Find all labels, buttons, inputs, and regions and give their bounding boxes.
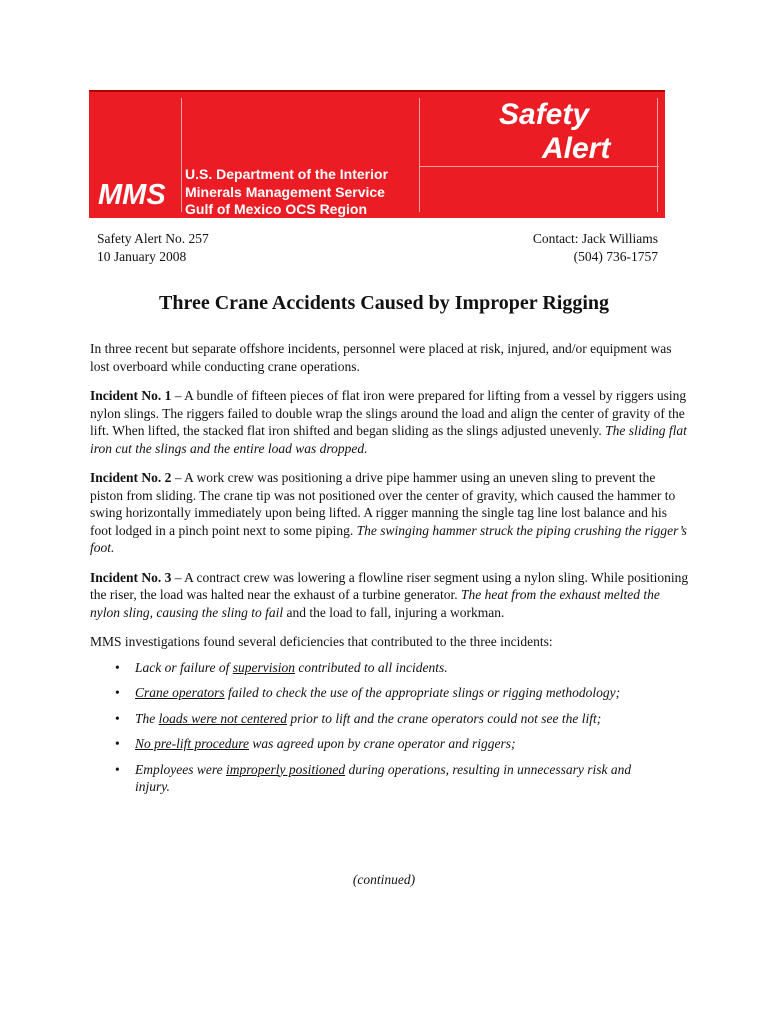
alert-heading-line1: Safety: [499, 98, 590, 131]
list-item: [90, 659, 663, 677]
incident-dash: –: [171, 388, 185, 403]
incident-emphasis: The sliding flat iron cut the slings and the entire load was dropped.: [90, 423, 687, 456]
contact-phone: (504) 736-1757: [573, 249, 658, 264]
department-block: [185, 166, 388, 219]
list-item: [90, 684, 663, 702]
intro-paragraph: In three recent but separate offshore incidents, personnel were placed at risk, injured, and/or equipment was lost overboard while conducting crane operations.: [90, 341, 672, 374]
banner-divider: [419, 98, 420, 212]
bullet-pre: Lack or failure of: [135, 659, 233, 675]
dept-line: U.S. Department of the Interior: [185, 166, 389, 182]
list-item: [90, 735, 663, 753]
incident-label: Incident No. 1: [90, 388, 172, 403]
contact-name: Contact: Jack Williams: [532, 231, 658, 246]
dept-line: Minerals Management Service: [185, 183, 385, 200]
bullet-underline: supervision: [232, 659, 295, 675]
document-body: [90, 340, 690, 804]
bullet-post: failed to check the use of the appropriate slings or rigging methodology;: [224, 685, 621, 700]
bullet-underline: Crane operators: [135, 685, 225, 700]
incident-paragraph: [90, 569, 690, 622]
bullet-underline: No pre-lift procedure: [135, 736, 249, 751]
incident-text: A bundle of fifteen pieces of flat iron were prepared for lifting from a vessel by riggers using nylon slings. The riggers failed to double wrap the slings around the load and align the center of gravity of the lift. When lifted, the stacked flat iron shifted and began sliding as the slings adjusted unevenly.: [90, 388, 687, 438]
safety-alert-banner: [89, 90, 665, 218]
bullet-post: was agreed upon by crane operator and riggers;: [248, 736, 516, 751]
incident-paragraph: [90, 387, 690, 457]
bullet-underline: loads were not centered: [158, 710, 287, 726]
bullet-pre: Employees were: [135, 761, 226, 777]
alert-meta-left: [97, 230, 209, 266]
incident-dash: –: [171, 569, 185, 585]
bullet-post: prior to lift and the crane operators could not see the lift;: [286, 710, 602, 726]
alert-heading-line2: Alert: [542, 132, 611, 165]
dept-line: Gulf of Mexico OCS Region: [185, 201, 368, 217]
bullet-icon: •: [115, 736, 120, 751]
banner-divider: [419, 166, 659, 167]
findings-list: [90, 659, 690, 796]
bullet-icon: •: [115, 659, 120, 675]
mms-logo: MMS: [98, 179, 166, 211]
bullet-pre: The: [135, 710, 159, 726]
incident-text: A contract crew was lowering a flowline riser segment using a nylon sling. While positioning the riser, the load was halted near the exhaust of a turbine generator.: [90, 569, 689, 602]
incident-tail: and the load to fall, injuring a workman.: [283, 604, 505, 620]
incident-text: A work crew was positioning a drive pipe hammer using an uneven sling to prevent the piston from sliding. The crane tip was not positioned over the center of gravity, which caused the hammer to swing horizontally immediately upon being lifted. A rigger manning the single tag line lost balance and his foot lodged in a pinch point next to some piping.: [90, 470, 676, 538]
incident-label: Incident No. 2: [90, 470, 172, 485]
alert-meta-right: [533, 230, 658, 266]
bullet-post: during operations, resulting in unnecessary risk and injury.: [135, 761, 632, 794]
bullet-icon: •: [115, 685, 120, 700]
bullet-icon: •: [115, 710, 120, 726]
incident-emphasis: The swinging hammer struck the piping crushing the rigger’s foot.: [90, 522, 687, 555]
alert-number: Safety Alert No. 257: [97, 231, 209, 246]
document-title: Three Crane Accidents Caused by Improper Rigging: [158, 292, 610, 314]
bullet-underline: improperly positioned: [225, 761, 346, 777]
safety-alert-heading: [499, 98, 659, 166]
list-item: [90, 710, 663, 728]
findings-intro: MMS investigations found several deficiencies that contributed to the three incidents:: [90, 634, 553, 649]
banner-divider: [181, 98, 182, 212]
continued-note: (continued): [352, 872, 416, 887]
incident-dash: –: [171, 470, 185, 485]
list-item: [90, 761, 663, 796]
incident-paragraph: [90, 469, 690, 557]
incident-label: Incident No. 3: [90, 569, 172, 585]
alert-date: 10 January 2008: [97, 249, 187, 264]
incident-emphasis: The heat from the exhaust melted the nylon sling, causing the sling to fail: [90, 587, 660, 620]
bullet-icon: •: [115, 761, 120, 777]
bullet-post: contributed to all incidents.: [295, 659, 448, 675]
